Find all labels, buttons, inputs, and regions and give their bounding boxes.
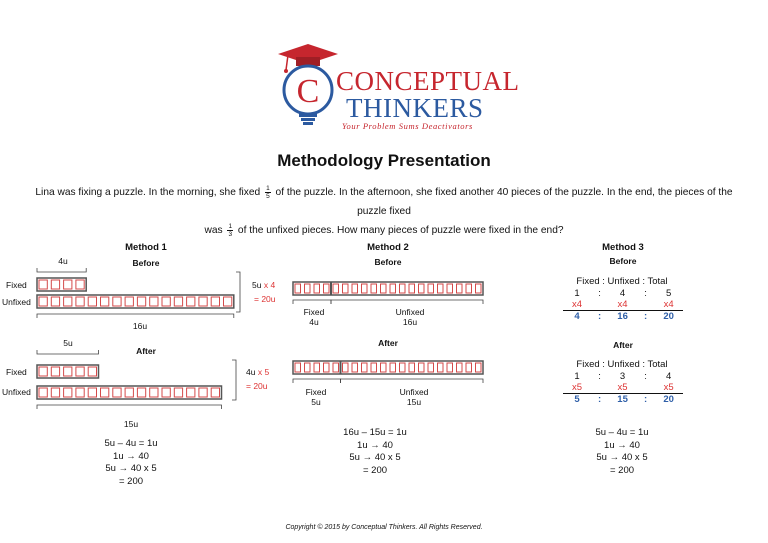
method1-after-side-note: 4u x 5 xyxy=(246,367,270,377)
method1-before-side-result: = 20u xyxy=(254,294,276,304)
calc-line: 16u – 15u = 1u xyxy=(343,427,407,438)
svg-text:C: C xyxy=(296,73,320,110)
ratio-multiplier-row: x4 x4 x4 xyxy=(563,299,683,311)
method1-before-side-brace xyxy=(236,272,240,312)
method2-before-bar xyxy=(293,282,483,295)
method3-after-label: After xyxy=(613,340,633,350)
brand-line1: CONCEPTUAL xyxy=(336,66,520,96)
method2-before-fixed-brace xyxy=(293,300,331,304)
copyright-notice: Copyright © 2015 by Conceptual Thinkers. All Rights Reserved. xyxy=(285,524,483,531)
method2-before-unfixed: Unfixed 16u xyxy=(395,307,425,327)
method1-before-top-brace-label: 4u xyxy=(58,256,68,266)
method1-after-top-brace-label: 5u xyxy=(63,338,73,348)
calc-line: 1u → 40 xyxy=(357,439,393,451)
page-title: Methodology Presentation xyxy=(277,151,491,170)
method2-after-bar xyxy=(293,361,483,374)
method1-before-bottom-brace-label: 16u xyxy=(132,321,148,331)
method2-before-unfixed-brace xyxy=(331,300,483,304)
method2-after-label: After xyxy=(378,338,398,348)
calc-line: 5u – 4u = 1u xyxy=(104,438,158,449)
fraction-one-fifth: $\frac{1}{5}$ xyxy=(266,184,270,200)
method3-after-header: Fixed : Unfixed : Total xyxy=(576,359,668,370)
method2-after-unfixed: Unfixed 15u xyxy=(399,387,429,407)
problem-part3: was xyxy=(204,225,223,236)
method1-after-label: After xyxy=(136,346,156,356)
calc-line: 5u → 40 x 5 xyxy=(596,452,648,463)
calc-line: 1u → 40 xyxy=(604,439,640,451)
fraction-one-third: $\frac{1}{3}$ xyxy=(228,222,233,238)
method3-heading: Method 3 xyxy=(602,242,644,253)
method1-before-label: Before xyxy=(132,258,160,268)
method1-before-top-brace xyxy=(37,268,86,272)
method3-before-label: Before xyxy=(609,256,637,266)
method2-after-fixed: Fixed 5u xyxy=(305,387,327,407)
method1-after-bottom-brace xyxy=(37,405,222,409)
calc-line: = 200 xyxy=(362,464,388,476)
method2-before-label: Before xyxy=(374,257,402,267)
problem-part1: Lina was fixing a puzzle. In the morning, she fixed xyxy=(35,187,261,198)
method1-after-fixed-label: Fixed xyxy=(6,367,27,377)
method1-before-bottom-brace xyxy=(37,314,234,318)
method1-after-side-result: = 20u xyxy=(246,381,268,391)
calc-line: = 200 xyxy=(609,464,635,476)
ratio-result-row: 4 : 16 : 20 xyxy=(574,311,674,322)
ratio-result-row: 5 : 15 : 20 xyxy=(574,394,674,405)
calc-line: 5u → 40 x 5 xyxy=(105,463,157,474)
method2-before-fixed: Fixed 4u xyxy=(303,307,325,327)
problem-part4: of the unfixed pieces. How many pieces of puzzle were fixed in the end? xyxy=(237,225,564,236)
method1-after-bottom-brace-label: 15u xyxy=(123,419,139,429)
method1-heading: Method 1 xyxy=(125,242,167,253)
ratio-row: 1 : 3 : 4 xyxy=(574,371,672,382)
method1-before-unfixed-label: Unfixed xyxy=(2,297,31,307)
method1-after-top-brace xyxy=(37,350,99,354)
ratio-multiplier-row: x5 x5 x5 xyxy=(563,382,683,394)
method1-after-side-brace xyxy=(232,360,236,400)
calc-line: 1u → 40 xyxy=(113,450,149,462)
calc-line: 5u → 40 x 5 xyxy=(349,452,401,463)
brand-tagline: Your Problem Sums Deactivators xyxy=(342,121,473,131)
method1-after-unfixed-label: Unfixed xyxy=(2,387,31,397)
calc-line: = 200 xyxy=(118,475,144,487)
method1-before-side-note: 5u x 4 xyxy=(252,280,276,290)
problem-part2: of the puzzle. In the afternoon, she fixed another 40 pieces of the puzzle. In the end, the pieces of the puzzle fixed xyxy=(275,187,733,217)
calc-line: 5u – 4u = 1u xyxy=(595,427,649,438)
ratio-row: 1 : 4 : 5 xyxy=(574,288,672,299)
method2-after-fixed-brace xyxy=(293,379,341,383)
method2-heading: Method 2 xyxy=(367,242,409,253)
method1-before-fixed-label: Fixed xyxy=(6,280,27,290)
method3-before-header: Fixed : Unfixed : Total xyxy=(576,276,668,287)
brand-line2: THINKERS xyxy=(346,93,484,123)
method2-after-unfixed-brace xyxy=(341,379,484,383)
